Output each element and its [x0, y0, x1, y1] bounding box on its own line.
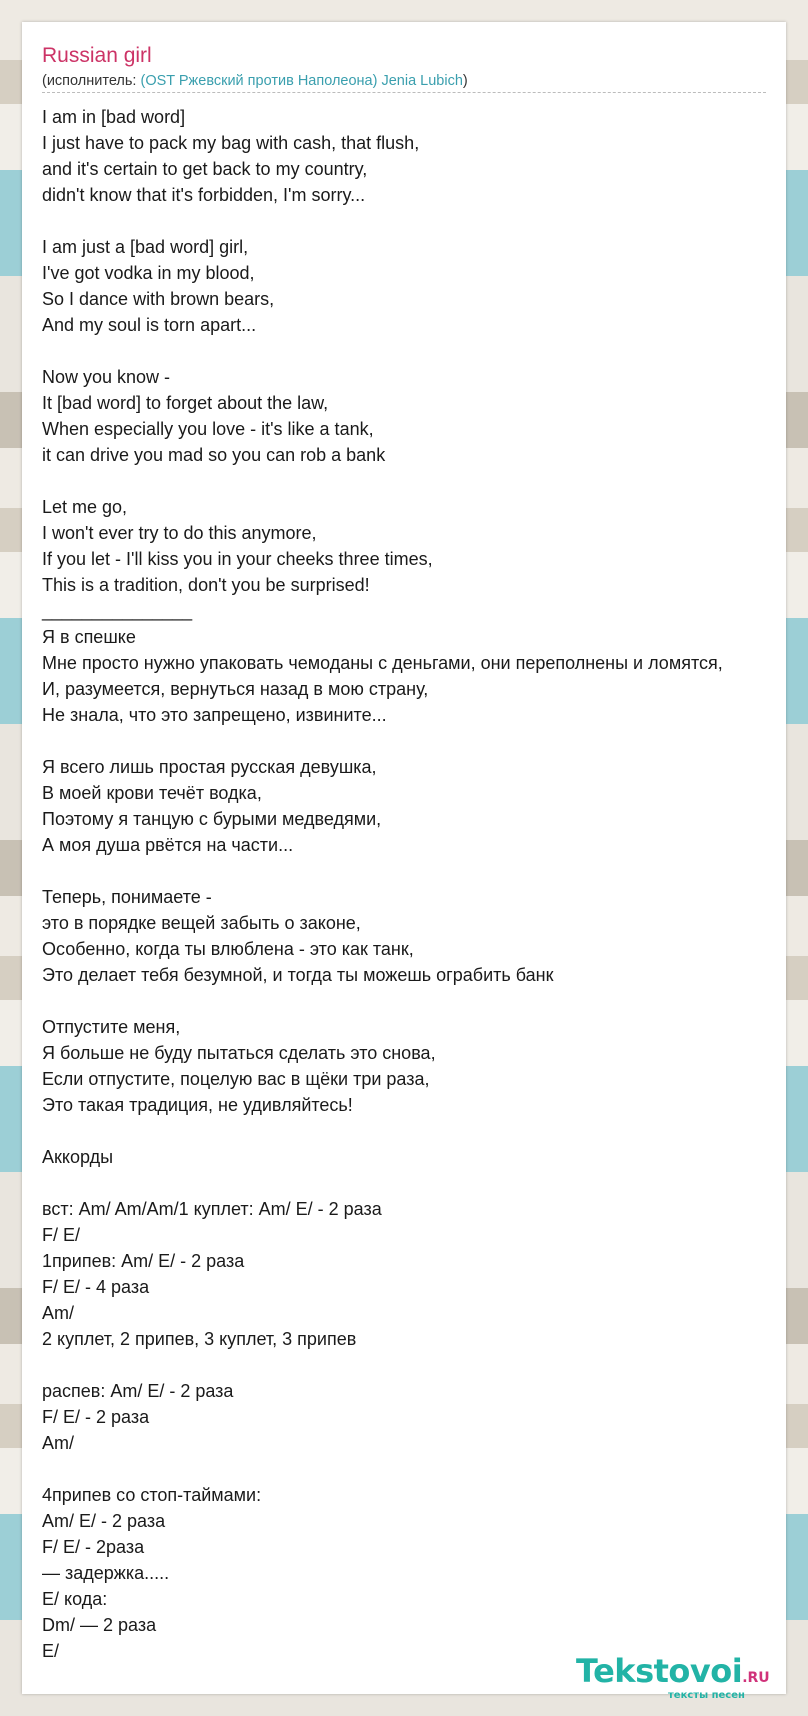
lyrics-line: Не знала, что это запрещено, извините... [42, 705, 387, 725]
lyrics-line: When especially you love - it's like a tank, [42, 419, 374, 439]
lyrics-blank-line [42, 1456, 786, 1482]
lyrics-line: Поэтому я танцую с бурыми медведями, [42, 809, 382, 829]
lyrics-line: Am/ [42, 1433, 75, 1453]
lyrics-line: and it's certain to get back to my country, [42, 159, 368, 179]
lyrics-line: вст: Am/ Am/Am/1 куплет: Am/ E/ - 2 раза [42, 1199, 382, 1219]
lyrics-line: Am/ E/ - 2 раза [42, 1511, 166, 1531]
lyrics-blank-line [42, 1118, 786, 1144]
lyrics-line: It [bad word] to forget about the law, [42, 393, 329, 413]
lyrics-blank-line [42, 858, 786, 884]
lyrics-line: Особенно, когда ты влюблена - это как танк, [42, 939, 414, 959]
lyrics-line: Аккорды [42, 1147, 114, 1167]
lyrics-blank-line [42, 208, 786, 234]
lyrics-line: _______________ [42, 601, 193, 621]
lyrics-line: Это делает тебя безумной, и тогда ты можешь ограбить банк [42, 965, 554, 985]
lyrics-line: Это такая традиция, не удивляйтесь! [42, 1095, 353, 1115]
lyrics-blank-line [42, 338, 786, 364]
lyrics-line: I am in [bad word] [42, 107, 186, 127]
lyrics-line: Let me go, [42, 497, 128, 517]
lyrics-blank-line [42, 988, 786, 1014]
lyrics-line: — задержка..... [42, 1563, 170, 1583]
lyrics-blank-line [42, 1170, 786, 1196]
lyrics-line: If you let - I'll kiss you in your cheeks three times, [42, 549, 433, 569]
logo-wordmark [576, 1652, 770, 1690]
lyrics-blank-line [42, 1352, 786, 1378]
lyrics-line: E/ кода: [42, 1589, 108, 1609]
lyrics-line: И, разумеется, вернуться назад в мою страну, [42, 679, 429, 699]
lyrics-line: распев: Am/ E/ - 2 раза [42, 1381, 234, 1401]
lyrics-line: Am/ [42, 1303, 75, 1323]
lyrics-line: Теперь, понимаете - [42, 887, 212, 907]
lyrics-sheet [22, 22, 786, 1694]
lyrics-line: F/ E/ - 2раза [42, 1537, 145, 1557]
lyrics-line: This is a tradition, don't you be surprised! [42, 575, 370, 595]
artist-prefix: (исполнитель: [42, 73, 141, 89]
lyrics-line: I am just a [bad word] girl, [42, 237, 249, 257]
lyrics-line: didn't know that it's forbidden, I'm sorry... [42, 185, 366, 205]
logo-tld: .RU [742, 1670, 770, 1686]
logo-tagline: тексты песен [668, 1690, 745, 1701]
lyrics-line: Я всего лишь простая русская девушка, [42, 757, 377, 777]
lyrics-line: F/ E/ - 4 раза [42, 1277, 150, 1297]
lyrics-line: Отпустите меня, [42, 1017, 181, 1037]
lyrics-line: So I dance with brown bears, [42, 289, 275, 309]
lyrics-line: I won't ever try to do this anymore, [42, 523, 317, 543]
artist-suffix: ) [462, 73, 468, 89]
lyrics-line: 1припев: Am/ E/ - 2 раза [42, 1251, 245, 1271]
artist-link[interactable]: (OST Ржевский против Наполеона) Jenia Lubich [140, 73, 463, 89]
lyrics-text [42, 104, 786, 1664]
lyrics-line: F/ E/ [42, 1225, 81, 1245]
lyrics-line: Мне просто нужно упаковать чемоданы с деньгами, они переполнены и ломятся, [42, 653, 723, 673]
lyrics-line: I just have to pack my bag with cash, that flush, [42, 133, 420, 153]
lyrics-line: В моей крови течёт водка, [42, 783, 262, 803]
lyrics-line: 4припев со стоп-таймами: [42, 1485, 262, 1505]
lyrics-line: Я больше не буду пытаться сделать это снова, [42, 1043, 436, 1063]
lyrics-line: Now you know - [42, 367, 171, 387]
lyrics-line: F/ E/ - 2 раза [42, 1407, 150, 1427]
lyrics-line: Я в спешке [42, 627, 136, 647]
logo-main-text: Tekstovoi [576, 1652, 743, 1690]
lyrics-line: А моя душа рвётся на части... [42, 835, 294, 855]
lyrics-blank-line [42, 728, 786, 754]
lyrics-line: это в порядке вещей забыть о законе, [42, 913, 361, 933]
lyrics-line: And my soul is torn apart... [42, 315, 257, 335]
lyrics-line: Dm/ — 2 раза [42, 1615, 157, 1635]
lyrics-line: Если отпустите, поцелую вас в щёки три раза, [42, 1069, 430, 1089]
artist-line [42, 73, 766, 93]
lyrics-line: E/ [42, 1641, 60, 1661]
site-logo[interactable] [576, 1652, 786, 1708]
lyrics-line: it can drive you mad so you can rob a bank [42, 445, 386, 465]
lyrics-blank-line [42, 468, 786, 494]
lyrics-line: 2 куплет, 2 припев, 3 куплет, 3 припев [42, 1329, 357, 1349]
lyrics-line: I've got vodka in my blood, [42, 263, 255, 283]
song-title: Russian girl [42, 44, 152, 67]
